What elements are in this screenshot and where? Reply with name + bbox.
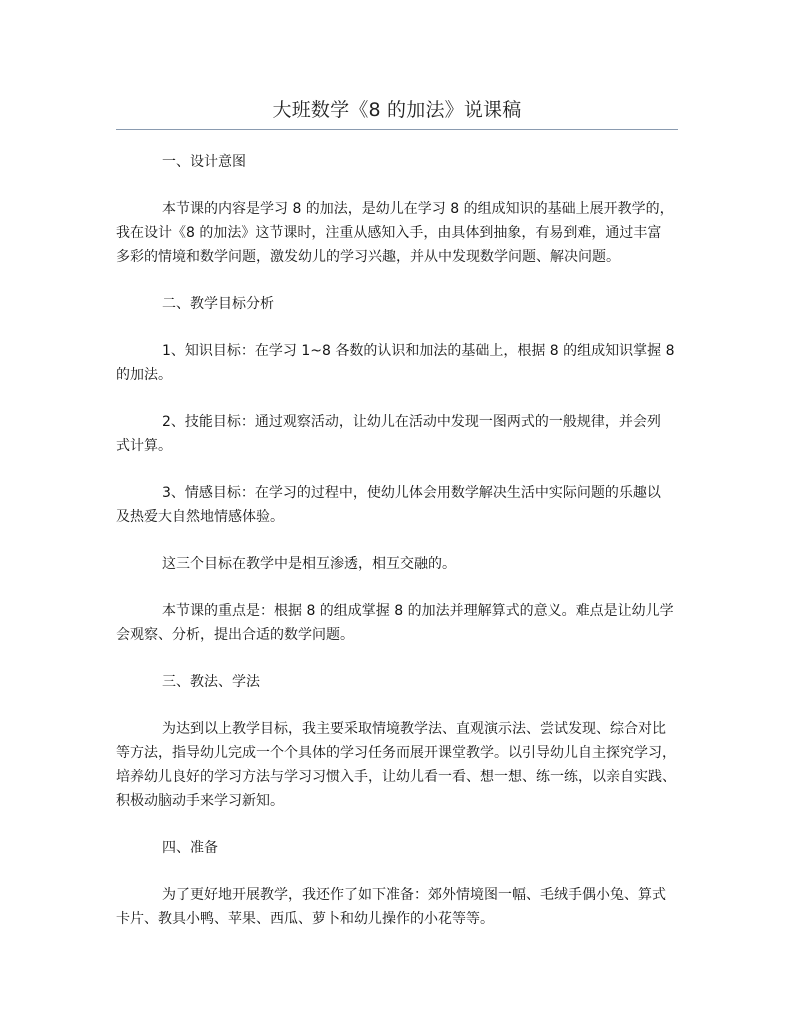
- paragraph: [116, 599, 680, 647]
- paragraph: [116, 410, 680, 458]
- paragraph-line: 3、情感目标：在学习的过程中，使幼儿体会用数学解决生活中实际问题的乐趣以: [162, 485, 661, 501]
- section-heading: 三、教法、学法: [162, 674, 260, 690]
- paragraph-line: 式计算。: [116, 438, 172, 454]
- paragraph-line: 积极动脑动手来学习新知。: [116, 793, 284, 809]
- paragraph-line: 为了更好地开展教学，我还作了如下准备：郊外情境图一幅、毛绒手偶小兔、算式: [162, 887, 666, 903]
- title-underline: [116, 129, 678, 130]
- paragraph-line: 多彩的情境和数学问题，激发幼儿的学习兴趣，并从中发现数学问题、解决问题。: [116, 249, 620, 265]
- paragraph-line: 培养幼儿良好的学习方法与学习习惯入手，让幼儿看一看、想一想、练一练，以亲自实践、: [116, 769, 676, 785]
- paragraph-line: 为达到以上教学目标，我主要采取情境教学法、直观演示法、尝试发现、综合对比: [162, 721, 666, 737]
- paragraph-line: 的加法。: [116, 367, 172, 383]
- paragraph-line: 我在设计《8 的加法》这节课时，注重从感知入手，由具体到抽象，有易到难，通过丰富: [116, 225, 662, 241]
- section-heading: 一、设计意图: [162, 154, 246, 170]
- paragraph-line: 1、知识目标：在学习 1~8 各数的认识和加法的基础上，根据 8 的组成知识掌握 8: [162, 343, 675, 359]
- paragraph-line: 本节课的内容是学习 8 的加法，是幼儿在学习 8 的组成知识的基础上展开教学的，: [162, 201, 674, 217]
- paragraph: [116, 717, 680, 813]
- paragraph: [116, 552, 680, 576]
- paragraph-line: 2、技能目标：通过观察活动，让幼儿在活动中发现一图两式的一般规律，并会列: [162, 414, 661, 430]
- document-body: [116, 150, 680, 931]
- paragraph: [116, 481, 680, 529]
- paragraph: [116, 339, 680, 387]
- section-heading: 四、准备: [162, 840, 218, 856]
- paragraph-line: 卡片、教具小鸭、苹果、西瓜、萝卜和幼儿操作的小花等等。: [116, 911, 494, 927]
- document-title: 大班数学《8 的加法》说课稿: [272, 99, 522, 121]
- paragraph-line: 会观察、分析，提出合适的数学问题。: [116, 627, 354, 643]
- section-heading: 二、教学目标分析: [162, 296, 274, 312]
- paragraph-line: 这三个目标在教学中是相互渗透，相互交融的。: [162, 556, 456, 572]
- paragraph: [116, 883, 680, 931]
- paragraph-line: 本节课的重点是：根据 8 的组成掌握 8 的加法并理解算式的意义。难点是让幼儿学: [162, 603, 674, 619]
- paragraph-line: 等方法，指导幼儿完成一个个具体的学习任务而展开课堂教学。以引导幼儿自主探究学习，: [116, 745, 676, 761]
- paragraph-line: 及热爱大自然地情感体验。: [116, 509, 284, 525]
- paragraph: [116, 197, 680, 269]
